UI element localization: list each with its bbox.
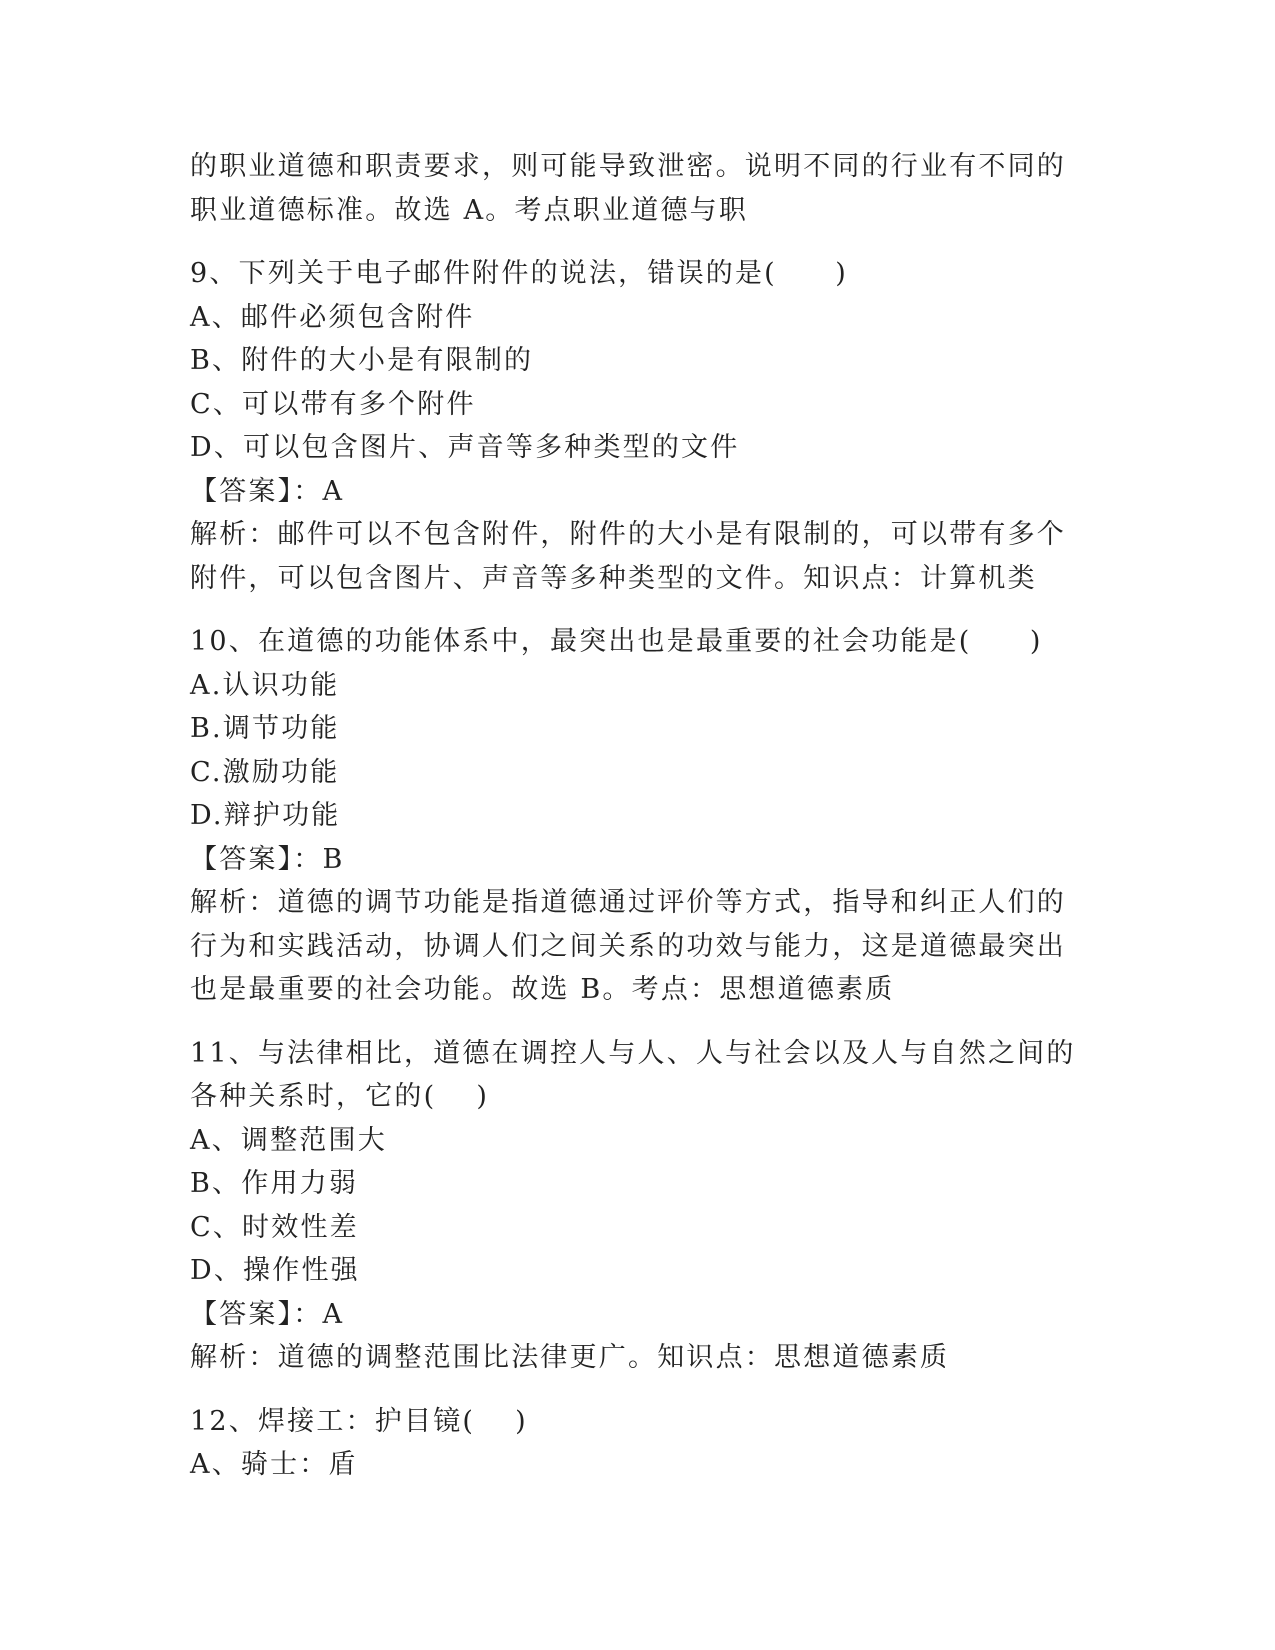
text-line: 职业道德标准。故选 A。考点职业道德与职 xyxy=(190,194,749,226)
text-line: 的职业道德和职责要求，则可能导致泄密。说明不同的行业有不同的 xyxy=(190,151,1066,182)
explanation: 附件，可以包含图片、声音等多种类型的文件。知识点：计算机类 xyxy=(190,562,1037,594)
option-b: B、附件的大小是有限制的 xyxy=(190,345,534,376)
option-c: C、可以带有多个附件 xyxy=(190,388,476,420)
question-stem: 9、下列关于电子邮件附件的说法，错误的是( ) xyxy=(190,258,849,289)
explanation: 行为和实践活动，协调人们之间关系的功效与能力，这是道德最突出 xyxy=(190,930,1066,962)
question-stem: 10、在道德的功能体系中，最突出也是最重要的社会功能是( ) xyxy=(190,626,1043,657)
question-stem: 各种关系时，它的( ) xyxy=(190,1081,490,1112)
option-d: D、可以包含图片、声音等多种类型的文件 xyxy=(190,432,740,463)
option-a: A、骑士：盾 xyxy=(190,1449,358,1480)
option-a: A、调整范围大 xyxy=(190,1124,387,1156)
answer: 【答案】：A xyxy=(190,475,345,507)
question-11 xyxy=(190,1032,1075,1380)
question-12 xyxy=(190,1400,1075,1487)
answer: 【答案】：A xyxy=(190,1298,345,1330)
explanation: 也是最重要的社会功能。故选 B。考点：思想道德素质 xyxy=(190,974,895,1005)
option-d: D、操作性强 xyxy=(190,1255,360,1286)
option-b: B、作用力弱 xyxy=(190,1168,359,1199)
question-stem: 12、焊接工：护目镜( ) xyxy=(190,1405,528,1437)
explanation: 解析：邮件可以不包含附件，附件的大小是有限制的，可以带有多个 xyxy=(190,519,1066,550)
explanation: 解析：道德的调节功能是指道德通过评价等方式，指导和纠正人们的 xyxy=(190,887,1066,918)
block-q8-explanation xyxy=(190,145,1075,232)
answer: 【答案】：B xyxy=(190,843,345,875)
explanation: 解析：道德的调整范围比法律更广。知识点：思想道德素质 xyxy=(190,1342,950,1373)
option-a: A.认识功能 xyxy=(190,669,340,701)
option-a: A、邮件必须包含附件 xyxy=(190,301,475,333)
question-9 xyxy=(190,252,1075,600)
question-stem: 11、与法律相比，道德在调控人与人、人与社会以及人与自然之间的 xyxy=(190,1037,1076,1069)
option-c: C、时效性差 xyxy=(190,1211,359,1243)
question-10 xyxy=(190,620,1075,1012)
document-page xyxy=(190,145,1075,1487)
option-b: B.调节功能 xyxy=(190,713,340,744)
option-d: D.辩护功能 xyxy=(190,800,341,831)
option-c: C.激励功能 xyxy=(190,756,340,788)
